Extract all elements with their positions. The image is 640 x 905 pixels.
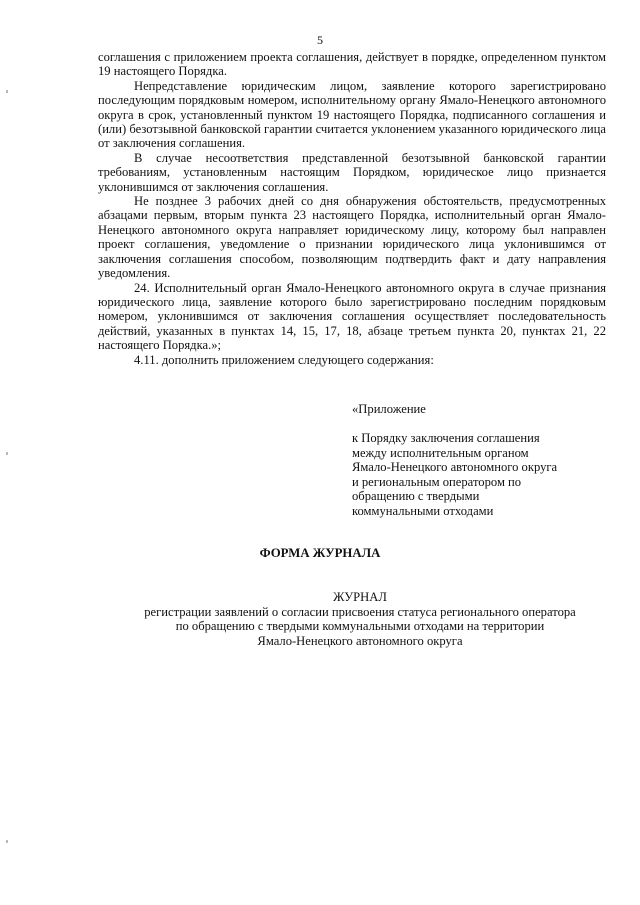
- appendix-line: коммунальными отходами: [352, 503, 494, 518]
- journal-title: ЖУРНАЛ: [333, 590, 387, 604]
- form-title: ФОРМА ЖУРНАЛА: [259, 546, 381, 560]
- paragraph-guarantee-mismatch: В случае несоответствия представленной безотзывной банковской гарантии требованиям, установленным настоящим Порядком, юридическое лицо признается уклонившимся от заключения соглашения.: [98, 150, 606, 194]
- paragraph-notification: Не позднее 3 рабочих дней со дня обнаружения обстоятельств, предусмотренных абзацами первым, вторым пункта 23 настоящего Порядка, исполнительный орган Ямало-Ненецкого автономного округа направляет юридическому лицу, которому был направлен проект соглашения, уведомление о признании юридического лица уклонившимся от заключения соглашения способом, позволяющим подтвердить факт и дату направления уведомления.: [98, 194, 606, 281]
- journal-subtitle-line: по обращению с твердыми коммунальными отходами на территории: [175, 619, 545, 634]
- page-number: 5: [317, 33, 323, 47]
- paragraph-nonsubmission: Непредставление юридическим лицом, заявление которого зарегистрировано последующим порядковым номером, исполнительному органу Ямало-Ненецкого автономного округа в срок, установленный пунктом 19 настоящего Порядка, подписанного соглашения и (или) безотзывной банковской гарантии считается уклонением указанного юридического лица от заключения соглашения.: [98, 78, 606, 151]
- appendix-line: и региональным оператором по: [352, 474, 522, 489]
- appendix-caption: [352, 431, 612, 519]
- appendix-line: Ямало-Ненецкого автономного округа: [352, 460, 558, 475]
- paragraph-item-24: 24. Исполнительный орган Ямало-Ненецкого автономного округа в случае признания юридического лица, заявление которого было зарегистрировано последним порядковым номером, уклонившимся от заключения соглашения осуществляет последовательность действий, указанных в пунктах 14, 15, 17, 18, абзаце третьем пункта 20, пунктах 21, 22 настоящего Порядка.»;: [98, 280, 606, 353]
- paragraph-continuation: соглашения с приложением проекта соглашения, действует в порядке, определенном пунктом 19 настоящего Порядка.: [98, 50, 606, 79]
- journal-subtitle-line: Ямало-Ненецкого автономного округа: [257, 633, 463, 648]
- paragraph-item-4-11: 4.11. дополнить приложением следующего содержания:: [134, 352, 434, 367]
- scan-edge-mark: [6, 90, 8, 93]
- scan-edge-mark: [6, 840, 8, 843]
- appendix-line: между исполнительным органом: [352, 445, 529, 460]
- body-text: [98, 50, 606, 367]
- appendix-line: обращению с твердыми: [352, 489, 480, 504]
- appendix-line: к Порядку заключения соглашения: [352, 431, 540, 445]
- journal-subtitle-line: регистрации заявлений о согласии присвоения статуса регионального оператора: [144, 604, 576, 619]
- appendix-title: «Приложение: [352, 402, 426, 416]
- scan-edge-mark: [6, 452, 8, 455]
- journal-heading: [80, 590, 640, 648]
